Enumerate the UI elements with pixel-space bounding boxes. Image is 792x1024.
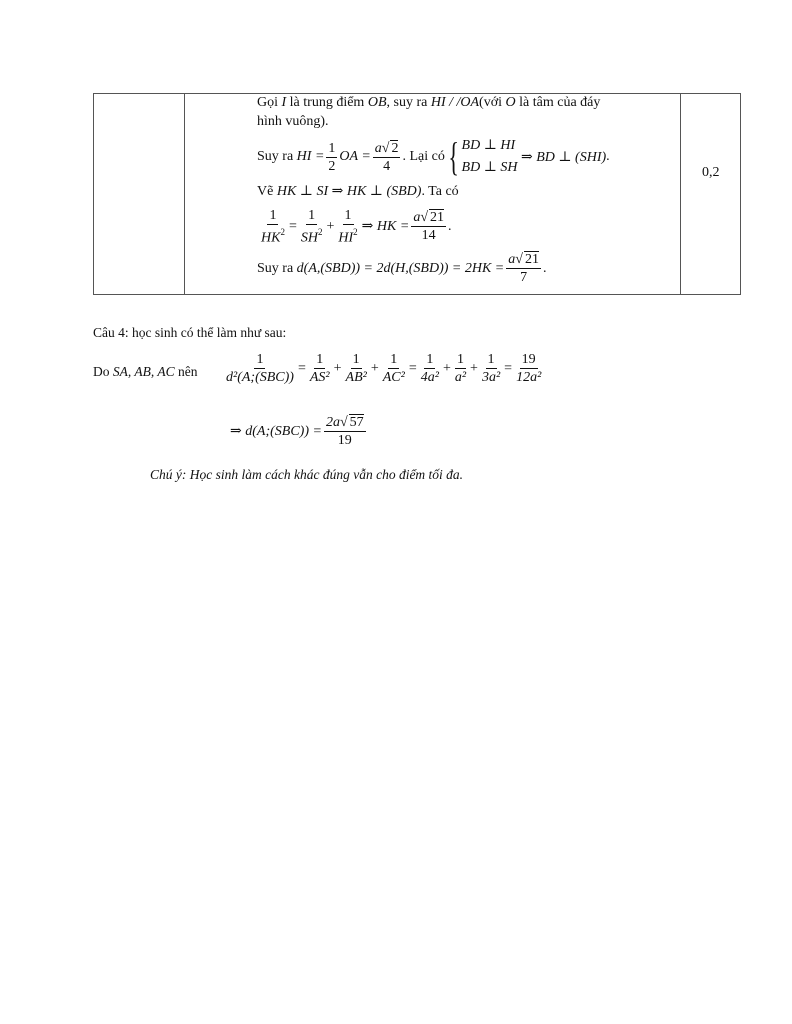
line-2: hình vuông). [257,114,329,129]
line-4: Vẽ HK ⊥ SI ⇒ HK ⊥ (SBD). Ta có [257,184,459,199]
fraction-lhs: $\frac{1}{\text{d²(A;(SBC))}}$ [226,352,294,385]
fraction-1-over-4a2: $\frac{1}{\text{4a²}}$ [420,352,439,385]
fraction-1-over-hk2: $\frac{1}{HK^2}$ [261,208,285,246]
perpendicular-system: BD ⊥ HI BD ⊥ SH [461,138,518,175]
fraction-1-over-3a2: $\frac{1}{\text{3a²}}$ [481,352,501,385]
line-5: $\frac{1}{HK^2}$ = $\frac{1}{SH^2}$ + $\frac{1}{HI^2}$ ⇒ HK = $\frac{a√ 21}{14}$ . [261,208,452,246]
fraction-a-sqrt21-over-14: $\frac{a√ 21}{14}$ [413,210,444,244]
column-divider-2 [680,94,681,294]
column-divider-1 [184,94,185,294]
cau4-heading: Câu 4: học sinh có thể làm như sau: [93,325,287,340]
line-3: Suy ra HI = $\frac{1}{2}$ OA = $\frac{a√ 2}{4}$ . Lại có { BD ⊥ HI BD ⊥ SH ⇒ BD ⊥ (SHI) . [257,134,610,179]
cau4-equation: $\frac{1}{\text{d²(A;(SBC))}}$ = $\frac{1}{\text{AS²}}$ + $\frac{1}{\text{AB²}}$ + $\frac{1}{\text{AC²}}$ = $\frac{1}{\text{4a²}}$ + $\frac{1}{\text{a²}}$ + $\frac{1}{\text{3a²}}$ = $\frac{19}{\text{12a²}}$ [226,352,542,385]
line-6: Suy ra d(A,(SBD)) = 2d(H,(SBD)) = 2HK = $\frac{a√ 21}{7}$ . [257,252,547,285]
fraction-a-sqrt2-over-4: $\frac{a√ 2}{4}$ [374,140,399,174]
line-1: Gọi I là trung điểm OB, suy ra HI / /OA(với O là tâm của đáy [257,95,601,110]
fraction-half: $\frac{1}{2}$ [328,140,336,174]
fraction-2a-sqrt57-over-19: $\frac{2a√ 57}{19}$ [325,415,364,448]
fraction-1-over-hi2: $\frac{1}{HI^2}$ [338,208,358,246]
note: Chú ý: Học sinh làm cách khác đúng vẫn cho điểm tối đa. [150,467,464,482]
cau4-conclusion: ⇒ d(A;(SBC)) = $\frac{2a√ 57}{19}$ [230,415,364,448]
left-brace-icon: { [448,134,460,179]
fraction-1-over-ab2: $\frac{1}{\text{AB²}}$ [345,352,367,385]
cau4-premise: Do SA, AB, AC nên [93,364,198,379]
score-cell: 0,2 [702,165,720,180]
fraction-19-over-12a2: $\frac{19}{\text{12a²}}$ [516,352,542,385]
fraction-1-over-a2: $\frac{1}{\text{a²}}$ [454,352,467,385]
fraction-1-over-sh2: $\frac{1}{SH^2}$ [300,208,323,246]
fraction-1-over-as2: $\frac{1}{\text{AS²}}$ [309,352,330,385]
fraction-a-sqrt21-over-7: $\frac{a√ 21}{7}$ [508,252,539,285]
fraction-1-over-ac2: $\frac{1}{\text{AC²}}$ [382,352,405,385]
